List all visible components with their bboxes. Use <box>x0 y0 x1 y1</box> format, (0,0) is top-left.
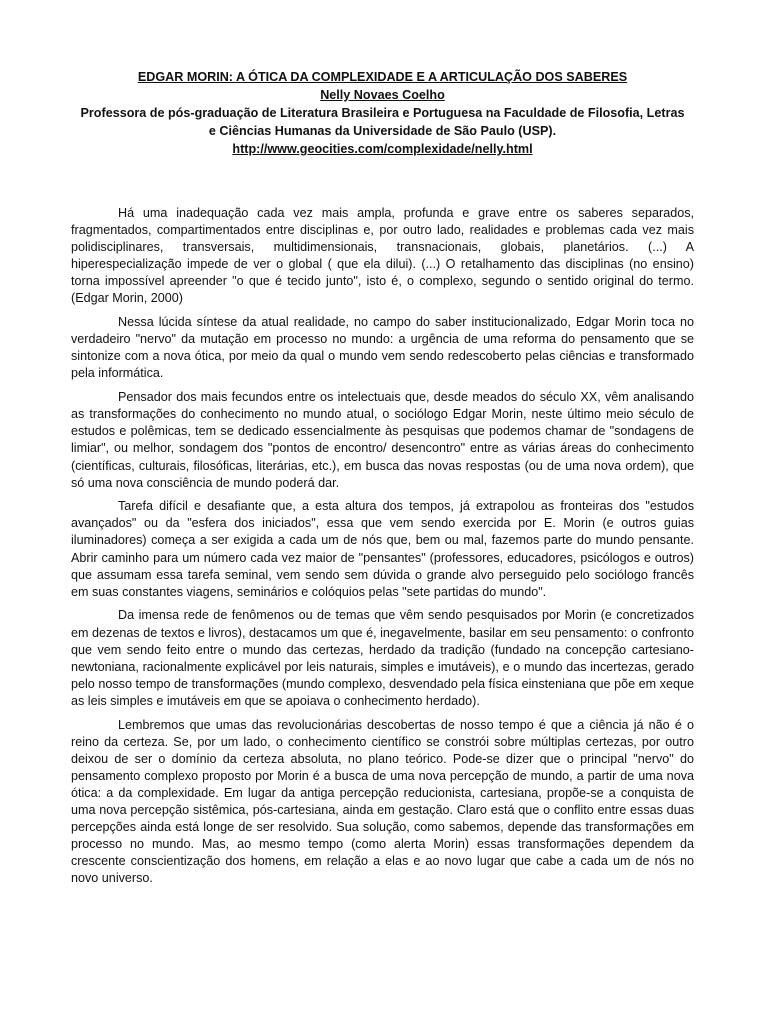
article-body <box>71 205 694 888</box>
author-affiliation-line-1: Professora de pós-graduação de Literatura Brasileira e Portuguesa na Faculdade de Filosofia, Letras <box>80 106 685 120</box>
paragraph: Pensador dos mais fecundos entre os intelectuais que, desde meados do século XX, vêm analisando as transformações do conhecimento no mundo atual, o sociólogo Edgar Morin, neste último meio século de estudos e polêmicas, tem se dedicado essencialmente às pesquisas que podemos chamar de "sondagens de limiar", ou melhor, sondagem dos "pontos de encontro/ desencontro" entre as várias áreas do conhecimento (científicas, culturais, filosóficas, literárias, etc.), em busca das novas respostas (ou de uma nova ordem), que só uma nova consciência de mundo poderá dar. <box>71 390 694 490</box>
paragraph-epigraph: Há uma inadequação cada vez mais ampla, profunda e grave entre os saberes separados, fragmentados, compartimentados entre disciplinas e, por outro lado, realidades e problemas cada vez mais polidisciplinares, transversais, multidimensionais, transnacionais, globais, planetários. (...) A hiperespecialização impede de ver o global ( que ela dilui). (...) O retalhamento das disciplinas (no ensino) torna impossível apreender "o que é tecido junto", isto é, o complexo, segundo o sentido original do termo. (Edgar Morin, 2000) <box>71 206 694 306</box>
document-header <box>71 68 694 158</box>
author-affiliation-line-2: e Ciências Humanas da Universidade de São Paulo (USP). <box>208 124 557 138</box>
paragraph: Da imensa rede de fenômenos ou de temas que vêm sendo pesquisados por Morin (e concretizados em dezenas de textos e livros), destacamos um que é, inegavelmente, basilar em seu pensamento: o confronto que vem sendo feito entre o mundo das certezas, herdado da tradição (fundado na concepção cartesiano-newtoniana, racionalmente explicável por leis naturais, simples e imutáveis), e o mundo das incertezas, gerado pelo nosso tempo de transformações (mundo complexo, desvendado pela física einsteniana que põe em xeque as leis simples e imutáveis em que se apoiava o conhecimento herdado). <box>71 608 694 708</box>
source-url-link[interactable]: http://www.geocities.com/complexidade/nelly.html <box>232 142 533 156</box>
document-title: EDGAR MORIN: A ÓTICA DA COMPLEXIDADE E A ARTICULAÇÃO DOS SABERES <box>137 70 628 84</box>
paragraph: Lembremos que umas das revolucionárias descobertas de nosso tempo é que a ciência já não é o reino da certeza. Se, por um lado, o conhecimento científico se constrói sobre múltiplas certezas, por outro deixou de ser o domínio da certeza absoluta, no plano teórico. Pode-se dizer que o principal "nervo" do pensamento complexo proposto por Morin é a busca de uma nova percepção de mundo, a partir de uma nova ótica: a da complexidade. Em lugar da antiga percepção reducionista, cartesiana, propõe-se a conquista de uma nova percepção sistêmica, pós-cartesiana, ainda em gestação. Claro está que o conflito entre essas duas percepções ainda está longe de ser resolvido. Sua solução, como sabemos, depende das transformações em processo no mundo. Mas, ao mesmo tempo (como alerta Morin) essas transformações dependem da crescente conscientização dos homens, em relação a elas e ao novo lugar que cabe a cada um de nós no novo universo. <box>71 717 694 886</box>
author-name: Nelly Novaes Coelho <box>320 88 445 102</box>
paragraph: Tarefa difícil e desafiante que, a esta altura dos tempos, já extrapolou as fronteiras dos "estudos avançados" ou da "esfera dos iniciados", essa que vem sendo exercida por E. Morin (e outros guias iluminadores) começa a ser exigida a cada um de nós que, bem ou mal, fazemos parte do mundo pensante. Abrir caminho para um número cada vez maior de "pensantes" (professores, educadores, psicólogos e outros) que assumam essa tarefa seminal, vem sendo sem dúvida o grande alvo perseguido pelo sociólogo francês em suas constantes viagens, seminários e colóquios pelas "sete partidas do mundo". <box>71 499 694 599</box>
paragraph: Nessa lúcida síntese da atual realidade, no campo do saber institucionalizado, Edgar Morin toca no verdadeiro "nervo" da mutação em processo no mundo: a urgência de uma reforma do pensamento que se sintonize com a nova ótica, por meio da qual o mundo vem sendo redescoberto pelas ciências e transformado pela informática. <box>71 315 694 381</box>
document-page <box>71 68 694 894</box>
